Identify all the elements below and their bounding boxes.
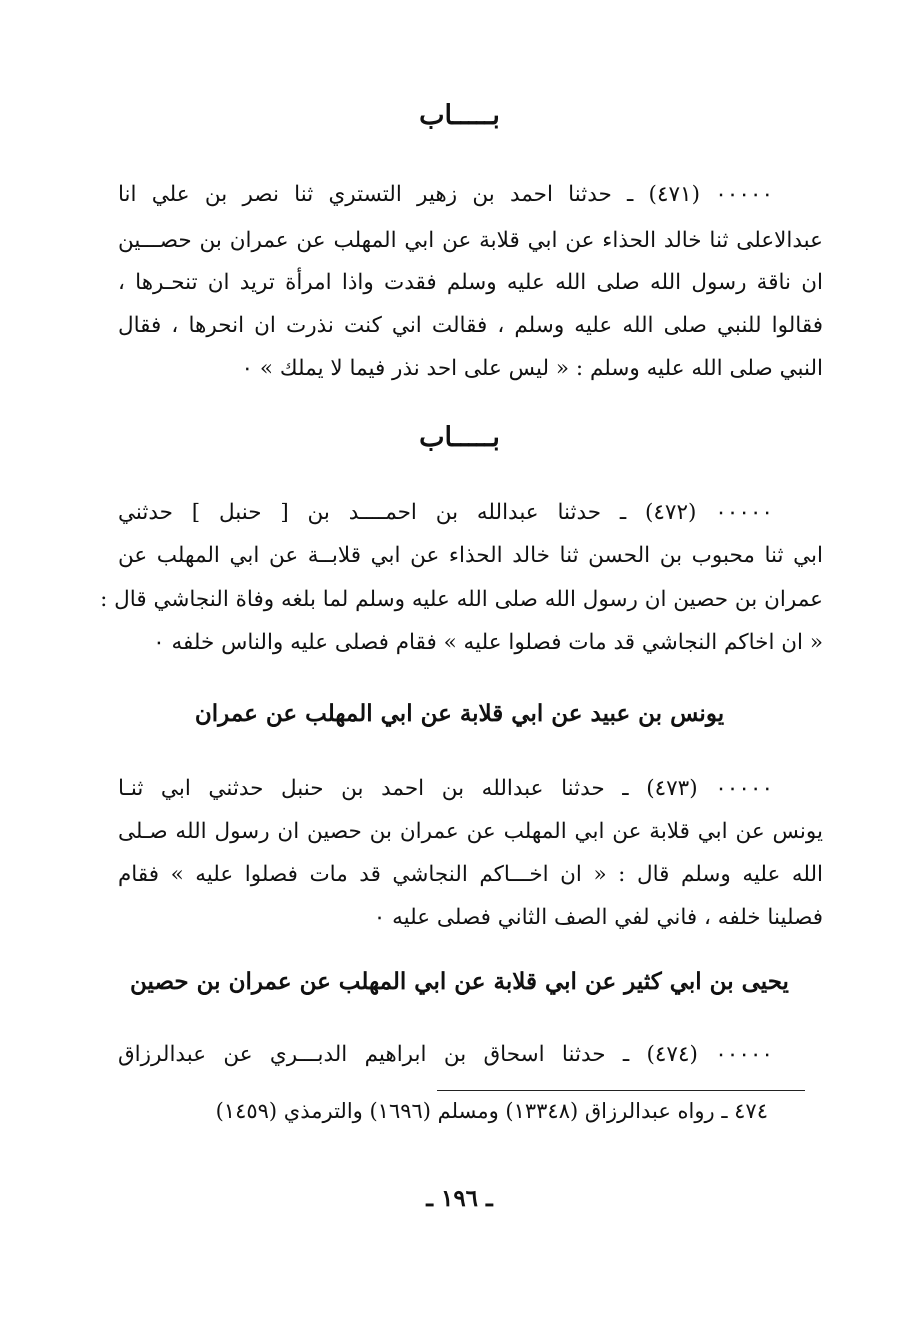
hadith-471-line-2: عبدالاعلى ثنا خالد الحذاء عن ابي قلابة عن ابي المهلب عن عمران بن حصـــين — [118, 228, 823, 253]
section-heading-bab-2: بـــــاب — [419, 422, 500, 453]
hadith-473-line-4: فصلينا خلفه ، فاني لفي الصف الثاني فصلى عليه ٠ — [373, 905, 823, 930]
hadith-472-line-4: « ان اخاكم النجاشي قد مات فصلوا عليه » فقام فصلى عليه والناس خلفه ٠ — [153, 630, 823, 655]
hadith-473-line-1: ٠٠٠٠٠ (٤٧٣) ـ حدثنا عبدالله بن احمد بن حنبل حدثني ابي ثنـا — [118, 776, 773, 801]
hadith-472-line-3: عمران بن حصين ان رسول الله صلى الله عليه وسلم لما بلغه وفاة النجاشي قال : — [100, 587, 823, 612]
hadith-473-line-2: يونس عن ابي قلابة عن ابي المهلب عن عمران بن حصين ان رسول الله صـلى — [118, 819, 823, 844]
page-number: ـ ١٩٦ ـ — [426, 1185, 493, 1212]
chain-subheading-yahya: يحيى بن ابي كثير عن ابي قلابة عن ابي المهلب عن عمران بن حصين — [130, 968, 789, 995]
footnote-474: ٤٧٤ ـ رواه عبدالرزاق (١٣٣٤٨) ومسلم (١٦٩٦) والترمذي (١٤٥٩) — [215, 1099, 768, 1123]
hadith-472-line-1: ٠٠٠٠٠ (٤٧٢) ـ حدثنا عبدالله بن احمــــد بن [ حنبل ] حدثني — [118, 500, 773, 525]
hadith-474-line-1: ٠٠٠٠٠ (٤٧٤) ـ حدثنا اسحاق بن ابراهيم الدبـــري عن عبدالرزاق — [118, 1042, 773, 1067]
hadith-471-line-5: النبي صلى الله عليه وسلم : « ليس على احد نذر فيما لا يملك » ٠ — [241, 356, 823, 381]
hadith-471-line-4: فقالوا للنبي صلى الله عليه وسلم ، فقالت اني كنت نذرت ان انحرها ، فقال — [118, 313, 823, 338]
hadith-471-line-1: ٠٠٠٠٠ (٤٧١) ـ حدثنا احمد بن زهير التستري ثنا نصر بن علي انا — [118, 182, 773, 207]
footnote-separator — [437, 1090, 805, 1091]
hadith-473-line-3: الله عليه وسلم قال : « ان اخـــاكم النجاشي قد مات فصلوا عليه » فقام — [118, 862, 823, 887]
hadith-471-line-3: ان ناقة رسول الله صلى الله عليه وسلم فقدت واذا امرأة تريد ان تنحـرها ، — [118, 270, 823, 295]
hadith-472-line-2: ابي ثنا محبوب بن الحسن ثنا خالد الحذاء عن ابي قلابــة عن ابي المهلب عن — [118, 543, 823, 568]
section-heading-bab: بـــــاب — [419, 100, 500, 131]
chain-subheading-yunus: يونس بن عبيد عن ابي قلابة عن ابي المهلب عن عمران — [194, 700, 725, 727]
